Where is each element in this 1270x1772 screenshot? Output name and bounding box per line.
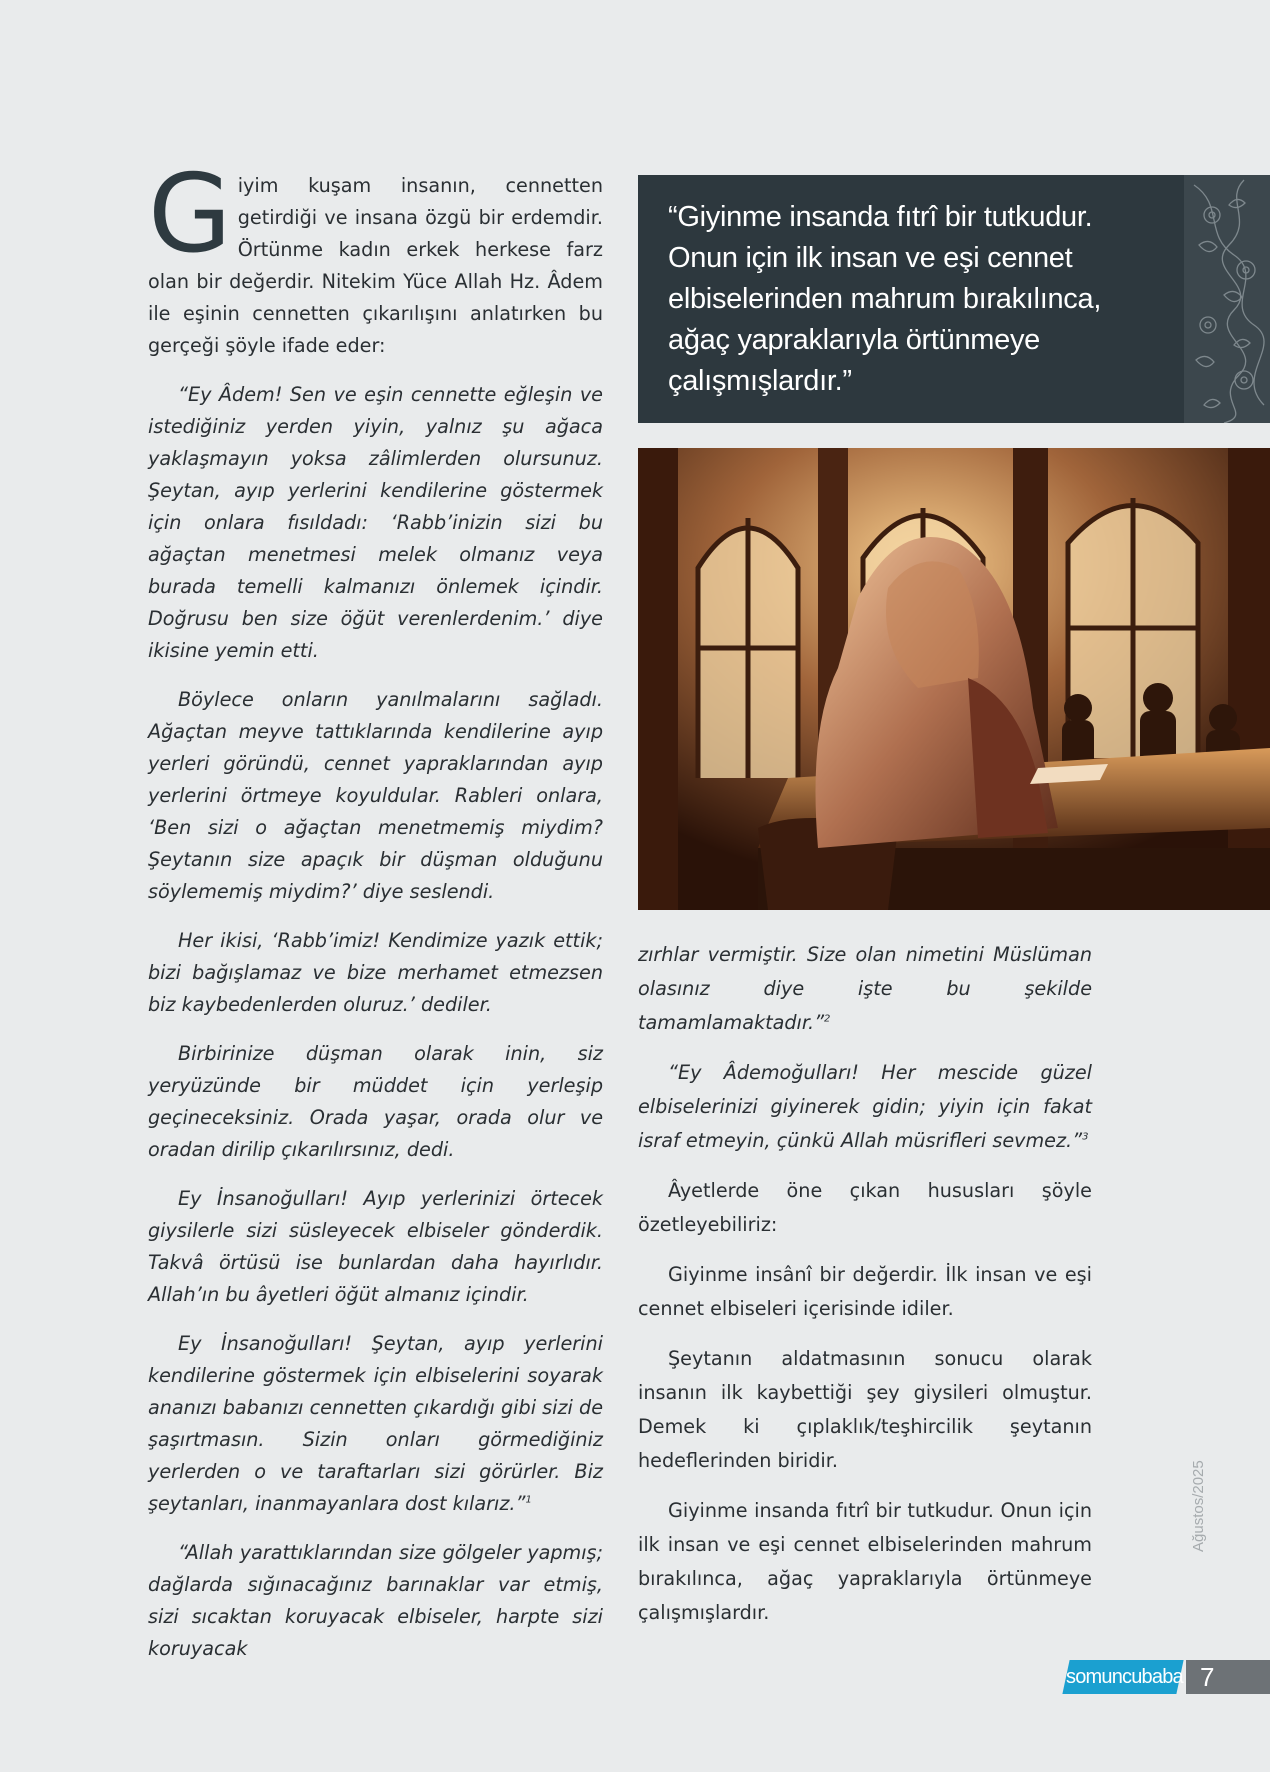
verse-paragraph (638, 1056, 1092, 1158)
footnote-marker: 2 (824, 1013, 831, 1025)
verse-text: “Ey Âdemoğulları! Her mescide güzel elbiselerinizi giyinerek gidin; yiyin için fakat israf etmeyin, çünkü Allah müsrifleri sevmez.” (638, 1061, 1092, 1152)
issue-date: Ağustos/2025 (1190, 1460, 1207, 1552)
brand-name: somuncubaba (1066, 1666, 1183, 1688)
floral-ornament-icon (1184, 175, 1270, 423)
verse-paragraph: “Allah yarattıklarından size gölgeler yapmış; dağlarda sığınacağınız barınaklar var etmiş, sizi sıcaktan koruyacak elbiseler, harpte sizi koruyacak (148, 1541, 603, 1660)
verse-paragraph: “Ey Âdem! Sen ve eşin cennette eğleşin ve istediğiniz yerden yiyin, yalnız şu ağaca yaklaşmayın yoksa zâlimlerden olursunuz. Şeytan, ayıp yerlerini kendilerine göstermek için onlara fısıldadı: ‘Rabb’inizin sizi bu ağaçtan menetmesi melek olmanız veya burada temelli kalmanızı önlemek içindir. Doğrusu ben size öğüt verenlerdenim.’ diye ikisine yemin etti. (148, 383, 603, 662)
verse-paragraph: Birbirinize düşman olarak inin, siz yeryüzünde bir müddet için yerleşip geçineceksiniz. Orada yaşar, orada olur ve oradan dirilip çıkarılırsınız, dedi. (148, 1042, 603, 1161)
brand-badge (1062, 1660, 1183, 1694)
verse-paragraph: Her ikisi, ‘Rabb’imiz! Kendimize yazık ettik; bizi bağışlamaz ve bize merhamet etmezsen biz kaybedenlerden oluruz.’ dediler. (148, 929, 603, 1016)
intro-paragraph (148, 152, 603, 362)
pull-quote-box (638, 175, 1270, 423)
verse-paragraph: Ey İnsanoğulları! Ayıp yerlerinizi örtecek giysilerle sizi süsleyecek elbiseler gönderdik. Takvâ örtüsü ise bunlardan daha hayırlıdır. Allah’ın bu âyetleri öğüt almanız içindir. (148, 1187, 603, 1306)
footnote-marker: 1 (525, 1494, 532, 1506)
summary-point: Giyinme insânî bir değerdir. İlk insan ve eşi cennet elbiseleri içerisinde idiler. (638, 1263, 1092, 1320)
verse-continuation (638, 938, 1092, 1040)
article-left-column (148, 152, 603, 1682)
page-number-badge (1186, 1660, 1270, 1694)
article-photo (638, 448, 1270, 910)
verse-paragraph (148, 1328, 603, 1520)
intro-text: iyim kuşam insanın, cennetten getirdiği ve insana özgü bir erdemdir. Örtünme kadın erkek herkese farz olan bir değerdir. Nitekim Yüce Allah Hz. Âdem ile eşinin cennetten çıkarılışını anlatırken bu gerçeği şöyle ifade eder: (148, 174, 603, 357)
verse-paragraph: Böylece onların yanılmalarını sağladı. Ağaçtan meyve tattıklarında kendilerine ayıp yerleri göründü, cennet yapraklarından ayıp yerlerini örtmeye koyuldular. Rableri onlara, ‘Ben sizi o ağaçtan menetmemiş miydim? Şeytanın size apaçık bir düşman olduğunu söylememiş miydim?’ diye seslendi. (148, 688, 603, 903)
pull-quote-text: “Giyinme insanda fıtrî bir tutkudur. Onun için ilk insan ve eşi cennet elbiselerinden mahrum bırakılınca, ağaç yapraklarıyla örtünmeye çalışmışlardır.” (668, 201, 1102, 397)
summary-point: Giyinme insanda fıtrî bir tutkudur. Onun için ilk insan ve eşi cennet elbiselerinden mahrum bırakılınca, ağaç yapraklarıyla örtünmeye çalışmışlardır. (638, 1499, 1092, 1624)
footnote-marker: 3 (1082, 1131, 1089, 1143)
summary-point: Şeytanın aldatmasının sonucu olarak insanın ilk kaybettiği şey giysileri olmuştur. Demek ki çıplaklık/teşhircilik şeytanın hedeflerinden biridir. (638, 1347, 1092, 1472)
verse-text: Ey İnsanoğulları! Şeytan, ayıp yerlerini kendilerine göstermek için elbiselerini soyarak ananızı babanızı cennetten çıkardığı gibi sizi de şaşırtmasın. Sizin onları görmediğiniz yerlerden o ve taraftarları sizi görürler. Biz şeytanları, inanmayanlara dost kılarız.” (148, 1332, 603, 1515)
page-number: 7 (1200, 1662, 1215, 1692)
summary-intro: Âyetlerde öne çıkan hususları şöyle özetleyebiliriz: (638, 1179, 1092, 1236)
drop-cap: G (148, 152, 232, 277)
verse-text: zırhlar vermiştir. Size olan nimetini Müslüman olasınız diye işte bu şekilde tamamlamaktadır.” (638, 943, 1092, 1034)
article-right-column (638, 938, 1092, 1646)
